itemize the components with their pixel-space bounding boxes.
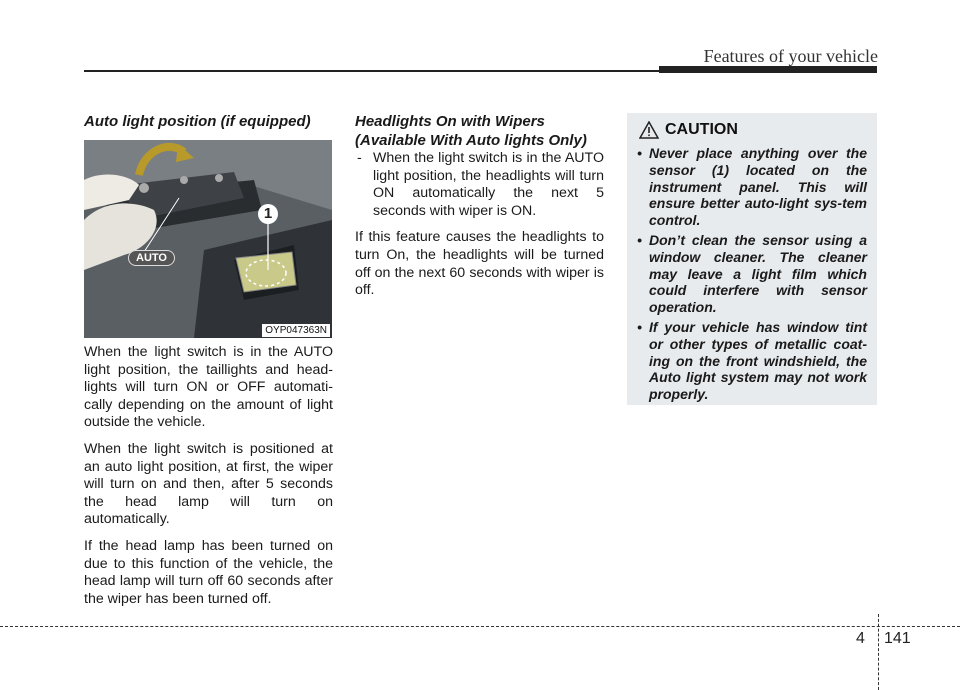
caution-text: If your vehicle has window tint or other types of metallic coat-ing on the front windshield, the Auto light system may not work properly. xyxy=(649,318,867,403)
paragraph: If the head lamp has been turned on due to this function of the vehicle, the head lamp will turn off 60 seconds after the wiper has been turned off. xyxy=(84,537,333,607)
list-item xyxy=(637,145,867,229)
bullet-marker: • xyxy=(637,145,642,161)
paragraph: If this feature causes the headlights to turn On, the headlights will be turned off on the next 60 seconds with wiper is off. xyxy=(355,229,604,299)
left-body xyxy=(84,344,333,617)
list-item xyxy=(637,319,867,403)
switch-illustration xyxy=(84,140,332,338)
chapter-number: 4 xyxy=(856,630,865,647)
sensor-callout-number: 1 xyxy=(258,204,278,224)
caution-list xyxy=(637,145,867,403)
bullet-marker: • xyxy=(637,231,642,248)
caution-text: Never place anything over the sensor (1) located on the instrument panel. This will ensure better auto-light sys-tem control. xyxy=(649,145,867,229)
paragraph: When the light switch is in the AUTO light position, the taillights and head-lights will turn ON or OFF automati-cally depending on the amount of light outside the vehicle. xyxy=(84,344,333,431)
footer-rule xyxy=(0,626,960,627)
figure-caption: OYP047363N xyxy=(262,324,330,337)
page-number: 141 xyxy=(884,630,911,647)
paragraph: When the light switch is positioned at an auto light position, at first, the wiper will turn on and then, after 5 seconds the head lamp will turn on automatically. xyxy=(84,440,333,528)
section-heading-auto-light: Auto light position (if equipped) xyxy=(84,113,311,130)
list-item xyxy=(637,232,867,316)
caution-text: Don’t clean the sensor using a window cleaner. The cleaner may leave a light film which could interfere with sensor operation. xyxy=(649,231,867,316)
heading-line: Headlights On with Wipers xyxy=(355,113,545,130)
list-item xyxy=(355,150,604,220)
heading-line: (Available With Auto lights Only) xyxy=(355,132,587,149)
middle-body xyxy=(355,150,604,309)
bullet-marker: - xyxy=(357,150,362,166)
header-bar xyxy=(659,66,877,73)
warning-triangle-icon xyxy=(639,121,659,139)
caution-title: CAUTION xyxy=(665,121,738,138)
bullet-marker: • xyxy=(637,318,642,335)
running-header: Features of your vehicle xyxy=(703,46,878,66)
bullet-text: When the light switch is in the AUTO light position, the headlights will turn ON automatically the next 5 seconds with wiper is ON. xyxy=(373,150,604,219)
footer-divider xyxy=(878,614,879,690)
caution-box xyxy=(627,113,877,405)
auto-light-switch-figure xyxy=(84,140,332,338)
auto-badge: AUTO xyxy=(128,250,175,266)
header-rule xyxy=(84,70,659,72)
section-heading-wipers xyxy=(355,112,610,150)
